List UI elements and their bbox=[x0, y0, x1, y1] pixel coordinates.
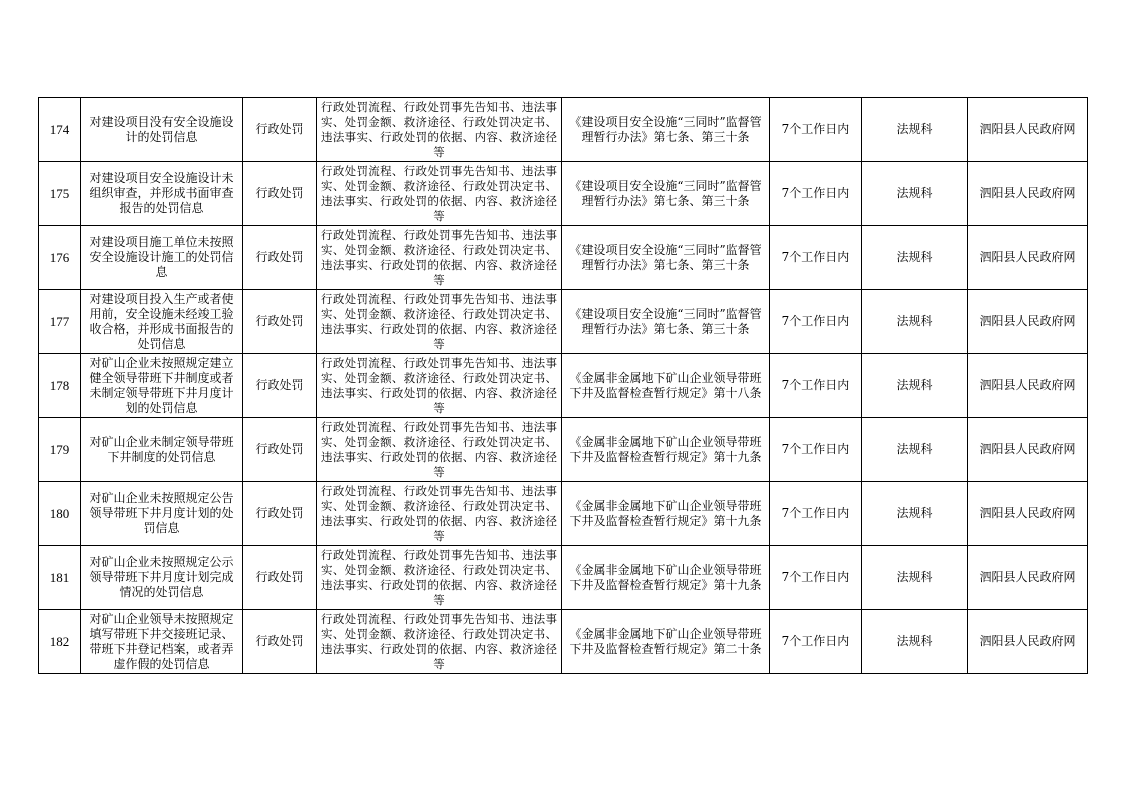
disclosure-content: 行政处罚流程、行政处罚事先告知书、违法事实、处罚金额、救济途径、行政处罚决定书、违法事实、行政处罚的依据、内容、救济途径等 bbox=[317, 482, 562, 546]
item-type: 行政处罚 bbox=[243, 98, 317, 162]
publish-channel: 泗阳县人民政府网 bbox=[968, 226, 1088, 290]
table-row bbox=[39, 354, 1088, 418]
item-type: 行政处罚 bbox=[243, 162, 317, 226]
disclosure-content: 行政处罚流程、行政处罚事先告知书、违法事实、处罚金额、救济途径、行政处罚决定书、违法事实、行政处罚的依据、内容、救济途径等 bbox=[317, 226, 562, 290]
publish-channel: 泗阳县人民政府网 bbox=[968, 482, 1088, 546]
responsible-dept: 法规科 bbox=[862, 290, 968, 354]
table-row bbox=[39, 290, 1088, 354]
disclosure-content: 行政处罚流程、行政处罚事先告知书、违法事实、处罚金额、救济途径、行政处罚决定书、违法事实、行政处罚的依据、内容、救济途径等 bbox=[317, 610, 562, 674]
item-type: 行政处罚 bbox=[243, 290, 317, 354]
publish-channel: 泗阳县人民政府网 bbox=[968, 610, 1088, 674]
legal-basis: 《建设项目安全设施“三同时”监督管理暂行办法》第七条、第三十条 bbox=[562, 98, 770, 162]
item-type: 行政处罚 bbox=[243, 226, 317, 290]
legal-basis: 《建设项目安全设施“三同时”监督管理暂行办法》第七条、第三十条 bbox=[562, 290, 770, 354]
time-limit: 7个工作日内 bbox=[770, 354, 862, 418]
time-limit: 7个工作日内 bbox=[770, 610, 862, 674]
disclosure-content: 行政处罚流程、行政处罚事先告知书、违法事实、处罚金额、救济途径、行政处罚决定书、违法事实、行政处罚的依据、内容、救济途径等 bbox=[317, 418, 562, 482]
time-limit: 7个工作日内 bbox=[770, 290, 862, 354]
responsible-dept: 法规科 bbox=[862, 226, 968, 290]
row-number: 176 bbox=[39, 226, 81, 290]
legal-basis: 《金属非金属地下矿山企业领导带班下井及监督检查暂行规定》第十九条 bbox=[562, 546, 770, 610]
legal-basis: 《金属非金属地下矿山企业领导带班下井及监督检查暂行规定》第十九条 bbox=[562, 482, 770, 546]
time-limit: 7个工作日内 bbox=[770, 482, 862, 546]
time-limit: 7个工作日内 bbox=[770, 162, 862, 226]
publish-channel: 泗阳县人民政府网 bbox=[968, 546, 1088, 610]
disclosure-content: 行政处罚流程、行政处罚事先告知书、违法事实、处罚金额、救济途径、行政处罚决定书、违法事实、行政处罚的依据、内容、救济途径等 bbox=[317, 162, 562, 226]
table-row bbox=[39, 226, 1088, 290]
item-type: 行政处罚 bbox=[243, 546, 317, 610]
legal-basis: 《建设项目安全设施“三同时”监督管理暂行办法》第七条、第三十条 bbox=[562, 162, 770, 226]
legal-basis: 《建设项目安全设施“三同时”监督管理暂行办法》第七条、第三十条 bbox=[562, 226, 770, 290]
legal-basis: 《金属非金属地下矿山企业领导带班下井及监督检查暂行规定》第十九条 bbox=[562, 418, 770, 482]
legal-basis: 《金属非金属地下矿山企业领导带班下井及监督检查暂行规定》第二十条 bbox=[562, 610, 770, 674]
item-name: 对矿山企业未按照规定公示领导带班下井月度计划完成情况的处罚信息 bbox=[81, 546, 243, 610]
row-number: 178 bbox=[39, 354, 81, 418]
item-type: 行政处罚 bbox=[243, 354, 317, 418]
table-row bbox=[39, 610, 1088, 674]
time-limit: 7个工作日内 bbox=[770, 98, 862, 162]
row-number: 180 bbox=[39, 482, 81, 546]
time-limit: 7个工作日内 bbox=[770, 226, 862, 290]
row-number: 174 bbox=[39, 98, 81, 162]
item-name: 对建设项目施工单位未按照安全设施设计施工的处罚信息 bbox=[81, 226, 243, 290]
publish-channel: 泗阳县人民政府网 bbox=[968, 98, 1088, 162]
row-number: 175 bbox=[39, 162, 81, 226]
row-number: 182 bbox=[39, 610, 81, 674]
item-name: 对建设项目投入生产或者使用前，安全设施未经竣工验收合格，并形成书面报告的处罚信息 bbox=[81, 290, 243, 354]
publish-channel: 泗阳县人民政府网 bbox=[968, 290, 1088, 354]
table-row bbox=[39, 482, 1088, 546]
responsible-dept: 法规科 bbox=[862, 546, 968, 610]
disclosure-content: 行政处罚流程、行政处罚事先告知书、违法事实、处罚金额、救济途径、行政处罚决定书、违法事实、行政处罚的依据、内容、救济途径等 bbox=[317, 546, 562, 610]
disclosure-content: 行政处罚流程、行政处罚事先告知书、违法事实、处罚金额、救济途径、行政处罚决定书、违法事实、行政处罚的依据、内容、救济途径等 bbox=[317, 354, 562, 418]
row-number: 179 bbox=[39, 418, 81, 482]
responsible-dept: 法规科 bbox=[862, 482, 968, 546]
table-row bbox=[39, 98, 1088, 162]
item-name: 对矿山企业未按照规定公告领导带班下井月度计划的处罚信息 bbox=[81, 482, 243, 546]
legal-basis: 《金属非金属地下矿山企业领导带班下井及监督检查暂行规定》第十八条 bbox=[562, 354, 770, 418]
item-name: 对矿山企业未按照规定建立健全领导带班下井制度或者未制定领导带班下井月度计划的处罚信息 bbox=[81, 354, 243, 418]
table-row bbox=[39, 162, 1088, 226]
publish-channel: 泗阳县人民政府网 bbox=[968, 162, 1088, 226]
time-limit: 7个工作日内 bbox=[770, 418, 862, 482]
disclosure-table bbox=[38, 97, 1088, 674]
responsible-dept: 法规科 bbox=[862, 418, 968, 482]
publish-channel: 泗阳县人民政府网 bbox=[968, 354, 1088, 418]
row-number: 181 bbox=[39, 546, 81, 610]
table-body bbox=[39, 98, 1088, 674]
publish-channel: 泗阳县人民政府网 bbox=[968, 418, 1088, 482]
item-name: 对矿山企业领导未按照规定填写带班下井交接班记录、带班下井登记档案，或者弄虚作假的处罚信息 bbox=[81, 610, 243, 674]
responsible-dept: 法规科 bbox=[862, 98, 968, 162]
table-row bbox=[39, 418, 1088, 482]
responsible-dept: 法规科 bbox=[862, 162, 968, 226]
table-row bbox=[39, 546, 1088, 610]
disclosure-content: 行政处罚流程、行政处罚事先告知书、违法事实、处罚金额、救济途径、行政处罚决定书、违法事实、行政处罚的依据、内容、救济途径等 bbox=[317, 98, 562, 162]
item-name: 对建设项目安全设施设计未组织审查，并形成书面审查报告的处罚信息 bbox=[81, 162, 243, 226]
item-type: 行政处罚 bbox=[243, 482, 317, 546]
item-name: 对矿山企业未制定领导带班下井制度的处罚信息 bbox=[81, 418, 243, 482]
item-name: 对建设项目没有安全设施设计的处罚信息 bbox=[81, 98, 243, 162]
responsible-dept: 法规科 bbox=[862, 610, 968, 674]
responsible-dept: 法规科 bbox=[862, 354, 968, 418]
item-type: 行政处罚 bbox=[243, 418, 317, 482]
time-limit: 7个工作日内 bbox=[770, 546, 862, 610]
row-number: 177 bbox=[39, 290, 81, 354]
item-type: 行政处罚 bbox=[243, 610, 317, 674]
disclosure-content: 行政处罚流程、行政处罚事先告知书、违法事实、处罚金额、救济途径、行政处罚决定书、违法事实、行政处罚的依据、内容、救济途径等 bbox=[317, 290, 562, 354]
